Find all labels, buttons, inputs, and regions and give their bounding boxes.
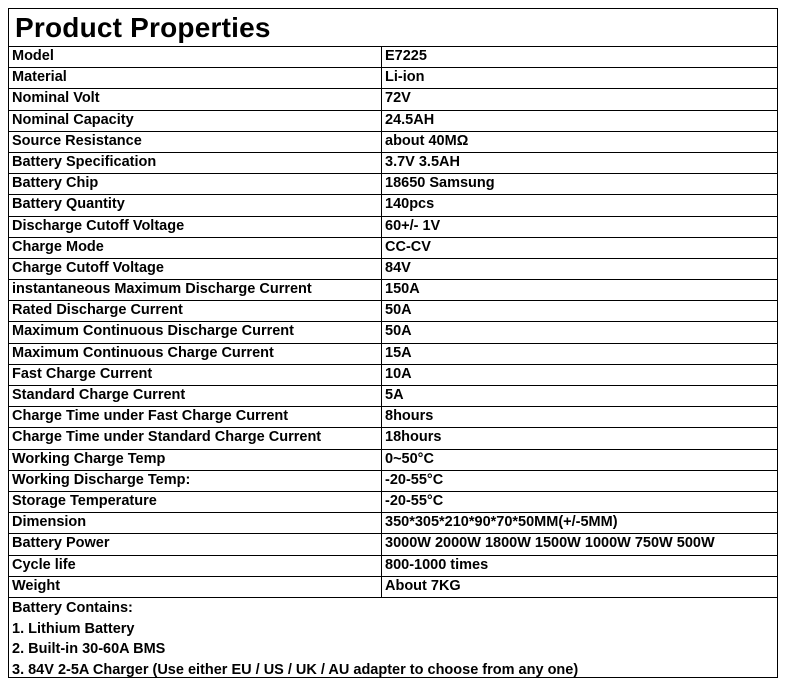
- table-row: [9, 131, 777, 152]
- property-value: 24.5AH: [385, 111, 435, 128]
- table-row: [9, 406, 777, 427]
- property-name: Rated Discharge Current: [9, 301, 382, 321]
- property-value: 5A: [385, 387, 404, 403]
- property-name: Discharge Cutoff Voltage: [9, 217, 382, 237]
- property-value: 350*305*210*90*70*50MM(+/-5MM): [385, 514, 618, 531]
- table-row: [9, 364, 777, 385]
- property-value: 8hours: [385, 408, 434, 425]
- property-value: 72V: [385, 90, 411, 107]
- table-row: [9, 67, 777, 88]
- property-name: Battery Quantity: [9, 195, 382, 215]
- property-value: E7225: [385, 48, 427, 64]
- table-row: [9, 46, 777, 67]
- property-value: 3.7V 3.5AH: [385, 153, 460, 170]
- table-row: [9, 258, 777, 279]
- battery-contains-section: [9, 597, 777, 680]
- property-name: Nominal Capacity: [9, 111, 382, 131]
- table-row: [9, 343, 777, 364]
- property-name: Dimension: [9, 513, 382, 533]
- table-row: [9, 300, 777, 321]
- property-name: Standard Charge Current: [9, 386, 382, 406]
- property-value: 15A: [385, 344, 412, 361]
- table-row: [9, 216, 777, 237]
- product-properties-sheet: [8, 8, 778, 678]
- table-row: [9, 491, 777, 512]
- table-row: [9, 470, 777, 491]
- property-name: Battery Specification: [9, 153, 382, 173]
- property-value: 150A: [385, 281, 420, 298]
- property-name: Fast Charge Current: [9, 365, 382, 385]
- battery-contains-heading: Battery Contains:: [12, 600, 133, 616]
- property-name: instantaneous Maximum Discharge Current: [9, 280, 382, 300]
- property-value: -20-55°C: [385, 471, 444, 488]
- property-value: 50A: [385, 323, 412, 340]
- property-name: Charge Time under Standard Charge Current: [9, 428, 382, 448]
- property-value: 18650 Samsung: [385, 175, 495, 192]
- property-name: Working Charge Temp: [9, 450, 382, 470]
- property-value: 60+/- 1V: [385, 217, 441, 234]
- property-value: About 7KG: [385, 577, 461, 594]
- table-row: [9, 173, 777, 194]
- property-name: Maximum Continuous Discharge Current: [9, 322, 382, 342]
- property-value: 3000W 2000W 1800W 1500W 1000W 750W 500W: [385, 535, 715, 552]
- property-name: Source Resistance: [9, 132, 382, 152]
- property-name: Weight: [9, 577, 382, 597]
- table-row: [9, 576, 777, 597]
- property-value: about 40MΩ: [385, 132, 469, 149]
- property-value: 140pcs: [385, 196, 435, 213]
- property-name: Storage Temperature: [9, 492, 382, 512]
- property-value: CC-CV: [385, 238, 431, 255]
- table-row: [9, 194, 777, 215]
- property-name: Charge Time under Fast Charge Current: [9, 407, 382, 427]
- property-name: Cycle life: [9, 556, 382, 576]
- property-name: Battery Power: [9, 534, 382, 554]
- properties-table: [9, 46, 777, 597]
- contents-item: 3. 84V 2-5A Charger (Use either EU / US / UK / AU adapter to choose from any one): [12, 661, 579, 678]
- table-row: [9, 88, 777, 109]
- property-value: 50A: [385, 302, 412, 319]
- table-row: [9, 110, 777, 131]
- property-value: 800-1000 times: [385, 556, 489, 573]
- table-row: [9, 533, 777, 554]
- property-name: Model: [9, 47, 382, 67]
- table-row: [9, 555, 777, 576]
- contents-item: 2. Built-in 30-60A BMS: [12, 641, 166, 657]
- property-name: Working Discharge Temp:: [9, 471, 382, 491]
- property-value: 0~50°C: [385, 450, 434, 467]
- table-row: [9, 321, 777, 342]
- property-name: Battery Chip: [9, 174, 382, 194]
- table-row: [9, 152, 777, 173]
- property-name: Material: [9, 68, 382, 88]
- property-name: Charge Cutoff Voltage: [9, 259, 382, 279]
- property-value: Li-ion: [385, 69, 425, 86]
- table-row: [9, 237, 777, 258]
- property-value: 10A: [385, 365, 412, 382]
- page-title: Product Properties: [15, 12, 271, 43]
- property-value: -20-55°C: [385, 492, 444, 509]
- property-name: Nominal Volt: [9, 89, 382, 109]
- table-row: [9, 385, 777, 406]
- table-row: [9, 279, 777, 300]
- property-name: Charge Mode: [9, 238, 382, 258]
- table-row: [9, 427, 777, 448]
- table-row: [9, 449, 777, 470]
- property-name: Maximum Continuous Charge Current: [9, 344, 382, 364]
- contents-item: 1. Lithium Battery: [12, 620, 135, 637]
- property-value: 84V: [385, 259, 411, 276]
- property-value: 18hours: [385, 429, 442, 446]
- table-row: [9, 512, 777, 533]
